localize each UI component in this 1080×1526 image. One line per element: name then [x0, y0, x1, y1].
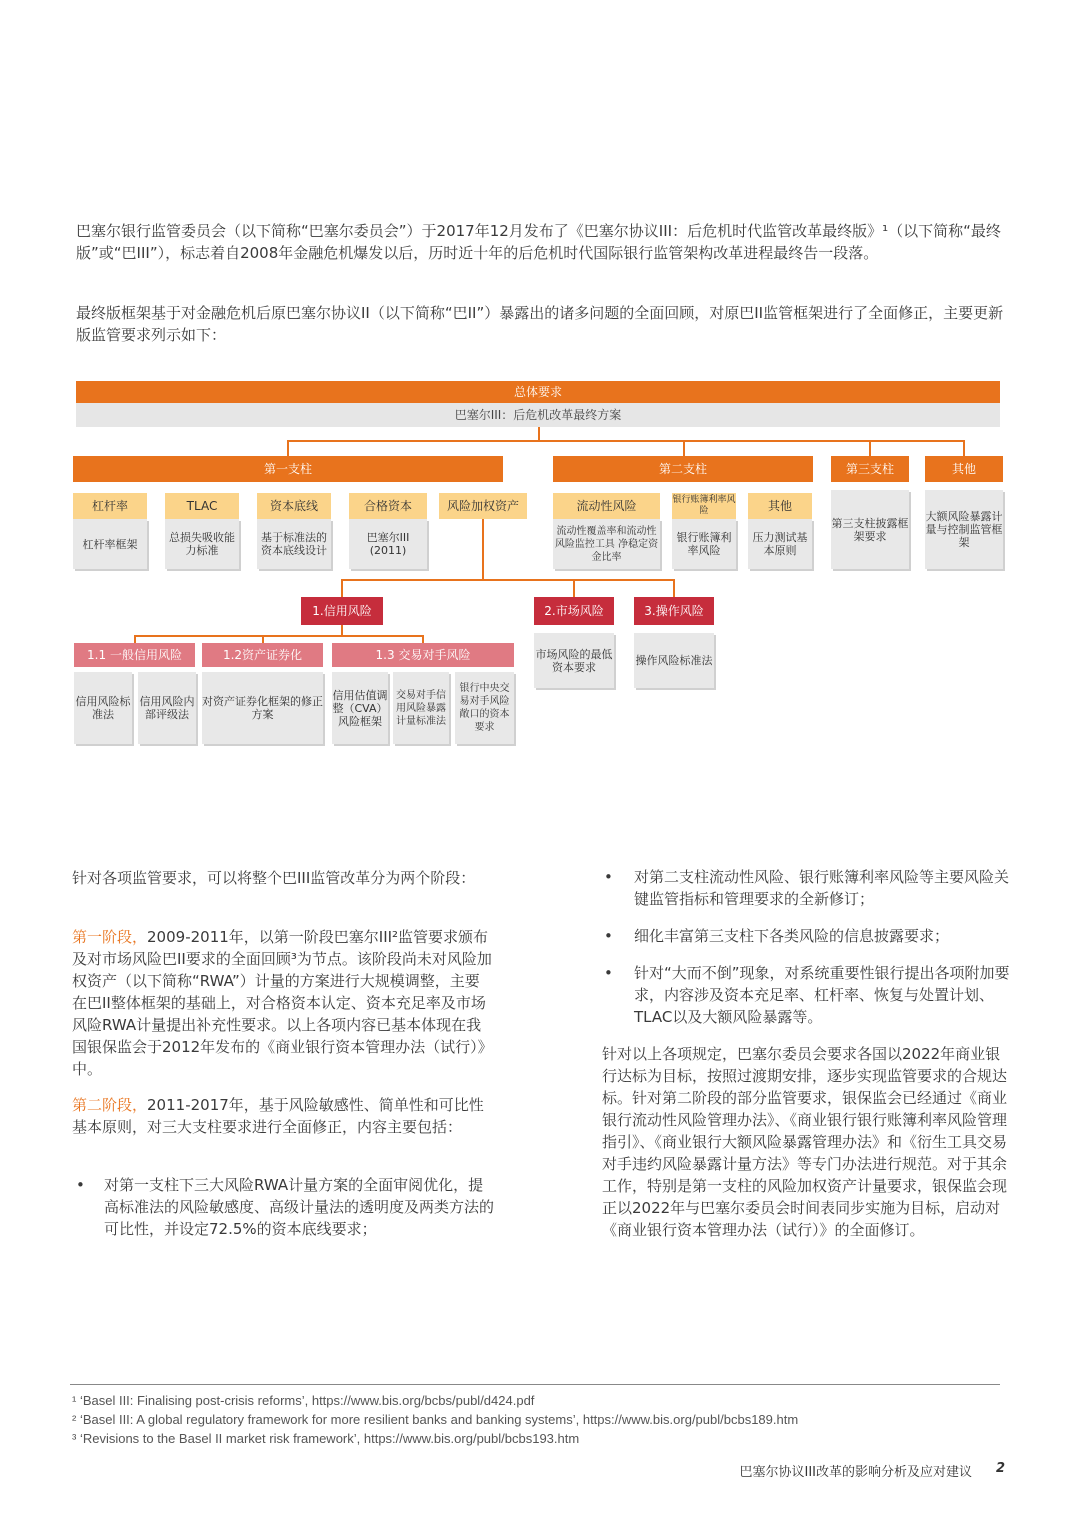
tlac-head: TLAC	[165, 493, 239, 519]
footnote-divider	[70, 1384, 1000, 1385]
pillar-3-header: 第三支柱	[831, 456, 909, 482]
general-credit-risk-header: 1.1 一般信用风险	[74, 643, 195, 667]
eligible-capital-body: 巴塞尔III (2011)	[349, 519, 427, 569]
liquidity-risk-head: 流动性风险	[553, 493, 660, 519]
connector	[482, 519, 484, 579]
phase-2-label: 第二阶段，	[72, 1096, 148, 1114]
bullet-icon: •	[76, 1176, 85, 1194]
connector	[683, 440, 685, 456]
bullet-item: 对第二支柱流动性风险、银行账簿利率风险等主要风险关键监管指标和管理要求的全新修订；	[634, 868, 1010, 908]
phase-1-label: 第一阶段，	[72, 928, 148, 946]
bullet-icon: •	[604, 964, 613, 982]
connector	[287, 440, 965, 442]
footnote-2: ² ‘Basel III: A global regulatory framework for more resilient banks and banking systems’, https://www.bis.org/publ/bcbs189.htm	[72, 1412, 799, 1427]
phases-intro: 针对各项监管要求，可以将整个巴III监管改革分为两个阶段：	[72, 869, 476, 887]
market-risk-header: 2.市场风险	[534, 597, 614, 625]
footnote-3: ³ ‘Revisions to the Basel II market risk framework’, https://www.bis.org/publ/bcbs193.htm	[72, 1431, 580, 1446]
footer-title: 巴塞尔协议III改革的影响分析及应对建议	[739, 1465, 972, 1480]
leverage-ratio-body: 杠杆率框架	[73, 519, 147, 569]
irrbb-head: 银行账簿利率风险	[672, 493, 736, 519]
irrbb-body: 银行账簿利率风险	[672, 519, 736, 569]
overall-requirement-bar: 总体要求	[76, 381, 1000, 403]
tlac-body: 总损失吸收能力标准	[165, 519, 239, 569]
counterparty-risk-header: 1.3 交易对手风险	[332, 643, 514, 667]
footnote-1: ¹ ‘Basel III: Finalising post-crisis reforms’, https://www.bis.org/bcbs/publ/d424.pdf	[72, 1393, 535, 1408]
capital-floor-body: 基于标准法的资本底线设计	[257, 519, 331, 569]
phase-2-paragraph: 第二阶段，2011-2017年，基于风险敏感性、简单性和可比性基本原则，对三大支柱要求进行全面修正，内容主要包括：	[72, 1096, 484, 1136]
liquidity-risk-body: 流动性覆盖率和流动性风险监控工具 净稳定资金比率	[553, 519, 660, 569]
operational-risk-header: 3.操作风险	[634, 597, 714, 625]
credit-risk-header: 1.信用风险	[301, 597, 383, 625]
bullet-item: 细化丰富第三支柱下各类风险的信息披露要求；	[634, 927, 950, 945]
page-number: 2	[996, 1461, 1006, 1476]
operational-risk-body: 操作风险标准法	[634, 633, 714, 688]
connector	[262, 635, 264, 643]
credit-irb-body: 信用风险内部评级法	[138, 672, 196, 744]
phase-1-paragraph: 第一阶段，2009-2011年，以第一阶段巴塞尔III²监管要求颁布及对市场风险巴II要求的全面回顾³为节点。该阶段尚未对风险加权资产（以下简称“RWA”）计量的方案进行大规模调整，主要在巴II整体框架的基础上，对合格资本认定、资本充足率及市场风险RWA计量提出补充性要求。以上各项内容已基本体现在我国银保监会于2012年发布的《商业银行资本管理办法（试行）》中。	[72, 928, 492, 1078]
eligible-capital-head: 合格资本	[349, 493, 427, 519]
connector	[422, 635, 424, 643]
bullet-item: 针对“大而不倒”现象，对系统重要性银行提出各项附加要求，内容涉及资本充足率、杠杆率、恢复与处置计划、TLAC以及大额风险暴露等。	[634, 964, 1010, 1026]
intro-paragraph-2: 最终版框架基于对金融危机后原巴塞尔协议II（以下简称“巴II”）暴露出的诸多问题的全面回顾，对原巴II监管框架进行了全面修正，主要更新版监管要求列示如下：	[76, 304, 1004, 344]
connector	[341, 579, 675, 581]
intro-paragraph-1: 巴塞尔银行监管委员会（以下简称“巴塞尔委员会”）于2017年12月发布了《巴塞尔协议III：后危机时代监管改革最终版》¹（以下简称“最终版”或“巴III”），标志着自2008年金融危机爆发以后，历时近十年的后危机时代国际银行监管架构改革进程最终告一段落。	[76, 222, 1001, 262]
bullet-icon: •	[604, 868, 613, 886]
sa-ccr-body: 交易对手信用风险暴露计量标准法	[393, 672, 449, 744]
large-exposure-body: 大额风险暴露计量与控制监管框架	[925, 490, 1003, 569]
capital-floor-head: 资本底线	[257, 493, 331, 519]
market-risk-body: 市场风险的最低资本要求	[534, 633, 614, 688]
overall-requirement-subtitle: 巴塞尔III：后危机改革最终方案	[76, 403, 1000, 427]
other-header: 其他	[925, 456, 1003, 482]
connector	[573, 579, 575, 597]
bullet-icon: •	[604, 927, 613, 945]
cva-body: 信用估值调整（CVA）风险框架	[332, 672, 388, 744]
pillar2-other-head: 其他	[748, 493, 812, 519]
connector	[287, 440, 289, 456]
pillar3-disclosure-body: 第三支柱披露框架要求	[831, 490, 909, 569]
pillar-2-header: 第二支柱	[553, 456, 813, 482]
connector	[134, 635, 136, 643]
connector	[538, 427, 540, 441]
connector	[963, 440, 965, 456]
bullet-item: 对第一支柱下三大风险RWA计量方案的全面审阅优化，提高标准法的风险敏感度、高级计量法的透明度及两类方法的可比性，并设定72.5%的资本底线要求；	[104, 1176, 495, 1238]
connector	[341, 579, 343, 597]
leverage-ratio-head: 杠杆率	[73, 493, 147, 519]
securitisation-body: 对资产证券化框架的修正方案	[202, 672, 323, 744]
rwa-head: 风险加权资产	[439, 493, 527, 519]
pillar2-other-body: 压力测试基本原则	[748, 519, 812, 569]
connector	[673, 579, 675, 597]
securitisation-header: 1.2资产证券化	[202, 643, 323, 667]
connector	[134, 635, 424, 637]
ccp-exposure-body: 银行中央交易对手风险敞口的资本要求	[455, 672, 514, 744]
compliance-paragraph: 针对以上各项规定，巴塞尔委员会要求各国以2022年商业银行达标为目标，按照过渡期安排，逐步实现监管要求的合规达标。针对第二阶段的部分监管要求，银保监会已经通过《商业银行流动性风险管理办法》、《商业银行银行账簿利率风险管理指引》、《商业银行大额风险暴露管理办法》和《衍生工具交易对手违约风险暴露计量方法》等专门办法进行规范。对于其余工作，特别是第一支柱的风险加权资产计量要求，银保监会现正以2022年与巴塞尔委员会时间表同步实施为目标，启动对《商业银行资本管理办法（试行）》的全面修订。	[602, 1045, 1008, 1239]
pillar-1-header: 第一支柱	[73, 456, 503, 482]
credit-standardised-body: 信用风险标准法	[74, 672, 132, 744]
connector	[869, 440, 871, 456]
